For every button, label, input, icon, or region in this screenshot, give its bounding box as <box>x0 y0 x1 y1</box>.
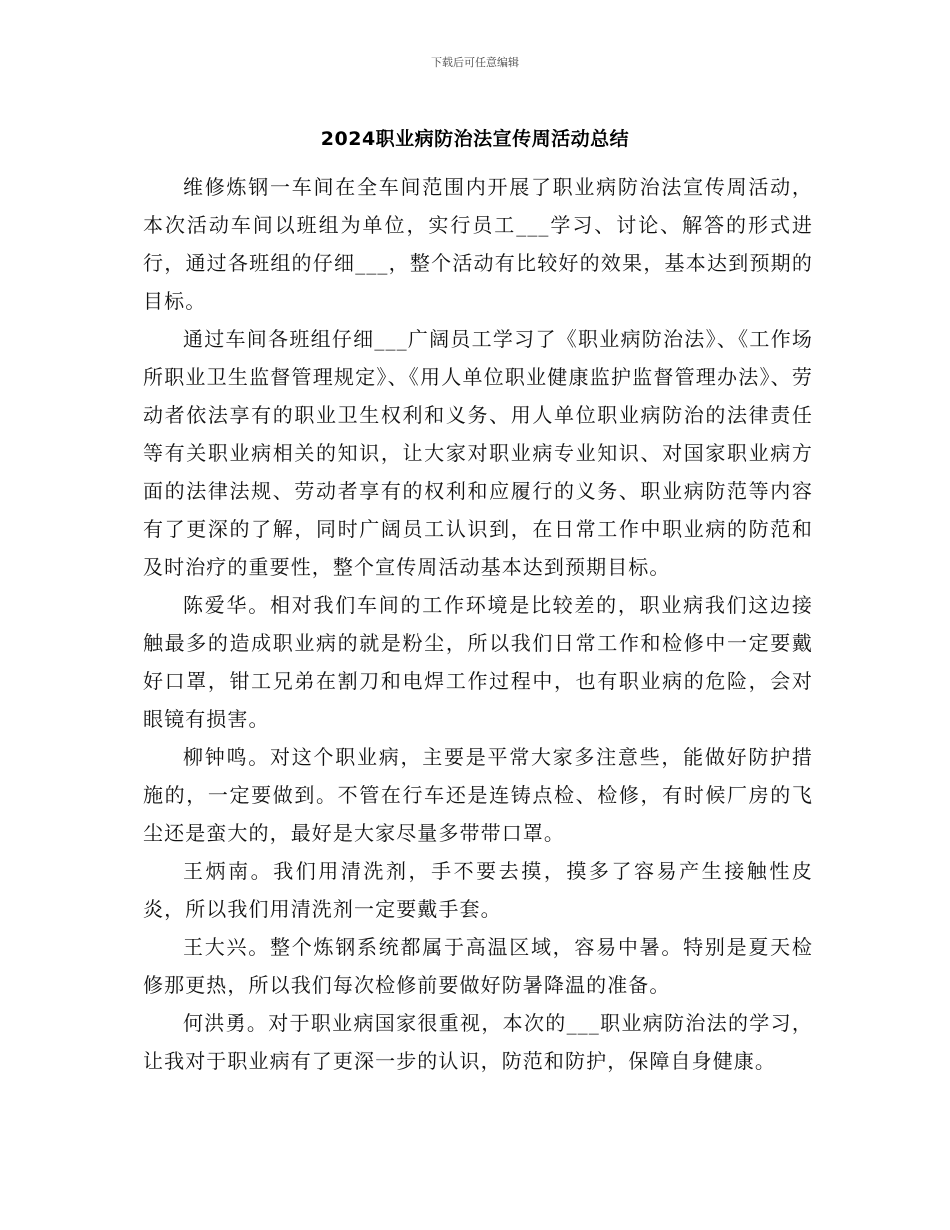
paragraph-chen-aihua: 陈爱华。相对我们车间的工作环境是比较差的，职业病我们这边接触最多的造成职业病的就是粉尘，所以我们日常工作和检修中一定要戴好口罩，钳工兄弟在割刀和电焊工作过程中，也有职业病的危险，会对眼镜有损害。 <box>143 593 813 731</box>
document-title: 2024职业病防治法宣传周活动总结 <box>320 128 630 150</box>
paragraph-liu-zhongming: 柳钟鸣。对这个职业病，主要是平常大家多注意些，能做好防护措施的，一定要做到。不管在行车还是连铸点检、检修，有时候厂房的飞尘还是蛮大的，最好是大家尽量多带带口罩。 <box>143 745 813 845</box>
paragraph-intro: 维修炼钢一车间在全车间范围内开展了职业病防治法宣传周活动，本次活动车间以班组为单位，实行员工___学习、讨论、解答的形式进行，通过各班组的仔细___，整个活动有比较好的效果，基本达到预期的目标。 <box>143 175 813 313</box>
paragraph-wang-daxing: 王大兴。整个炼钢系统都属于高温区域，容易中暑。特别是夏天检修那更热，所以我们每次检修前要做好防暑降温的准备。 <box>143 935 813 997</box>
document-body <box>143 168 813 1080</box>
paragraph-wang-bingnan: 王炳南。我们用清洗剂，手不要去摸，摸多了容易产生接触性皮炎，所以我们用清洗剂一定要戴手套。 <box>143 859 813 921</box>
paragraph-he-hongyong: 何洪勇。对于职业病国家很重视，本次的___职业病防治法的学习，让我对于职业病有了更深一步的认识，防范和防护，保障自身健康。 <box>143 1011 813 1073</box>
paragraph-summary: 通过车间各班组仔细___广阔员工学习了《职业病防治法》、《工作场所职业卫生监督管理规定》、《用人单位职业健康监护监督管理办法》、劳动者依法享有的职业卫生权利和义务、用人单位职业病防治的法律责任等有关职业病相关的知识，让大家对职业病专业知识、对国家职业病方面的法律法规、劳动者享有的权利和应履行的义务、职业病防范等内容有了更深的了解，同时广阔员工认识到，在日常工作中职业病的防范和及时治疗的重要性，整个宣传周活动基本达到预期目标。 <box>143 327 813 579</box>
header-note: 下载后可任意编辑 <box>431 56 519 69</box>
